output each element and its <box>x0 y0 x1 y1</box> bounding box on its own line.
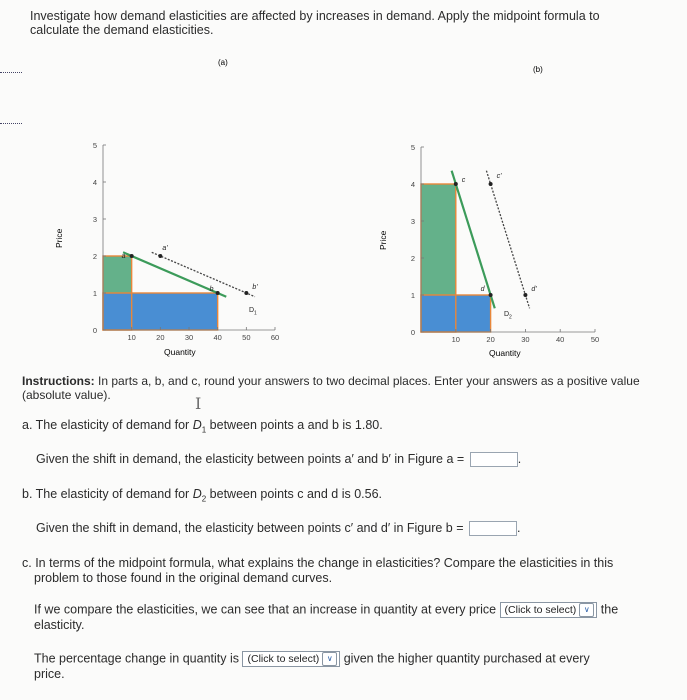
point-a <box>130 254 134 258</box>
y-tick-label: 4 <box>410 180 416 189</box>
compare-select[interactable]: (Click to select) ∨ <box>500 602 598 618</box>
revenue-area-green <box>103 256 132 293</box>
point-label: d <box>480 286 485 293</box>
figure-b <box>375 50 625 365</box>
answer-a-input[interactable] <box>470 452 518 467</box>
question-heading: Investigate how demand elasticities are affected by increases in demand. Apply the midpoint formula to calculate the demand elasticities. <box>30 9 600 37</box>
revenue-area-green <box>421 184 456 295</box>
y-tick-label: 4 <box>92 178 98 187</box>
point-a-prime <box>158 254 162 258</box>
curve-label-subscript: 1 <box>254 310 257 317</box>
x-tick-label: 30 <box>521 335 530 344</box>
compare-statement: If we compare the elasticities, we can see that an increase in quantity at every price (Click to select) ∨ the elasticity. <box>34 602 619 632</box>
x-tick-label: 40 <box>213 333 222 342</box>
x-tick-label: 50 <box>590 335 600 344</box>
point-label: d' <box>531 286 537 293</box>
percentage-select[interactable]: (Click to select) ∨ <box>242 651 340 667</box>
figure-b-xlabel: Quantity <box>489 348 521 358</box>
percentage-statement: The percentage change in quantity is (Click to select) ∨ given the higher quantity purchased at every price. <box>34 651 590 681</box>
x-tick-label: 40 <box>556 335 565 344</box>
chevron-down-icon: ∨ <box>579 603 594 617</box>
point-d-prime <box>523 293 527 297</box>
x-tick-label: 10 <box>451 335 460 344</box>
question-b-prompt: Given the shift in demand, the elasticity between points c′ and d′ in Figure b = . <box>36 521 521 535</box>
y-tick-label: 2 <box>410 254 416 263</box>
curve-label: D <box>249 307 255 314</box>
question-a: a. The elasticity of demand for $D_1$ between points a and b is 1.80. <box>22 418 383 435</box>
demand-curve-shifted <box>152 252 255 296</box>
y-tick-label: 5 <box>410 143 416 152</box>
x-tick-label: 30 <box>184 333 194 342</box>
point-b-prime <box>244 291 248 295</box>
x-tick-label: 20 <box>486 335 495 344</box>
point-c <box>454 182 458 186</box>
y-tick-label: 3 <box>410 217 416 226</box>
y-tick-label: 5 <box>92 141 98 150</box>
chevron-down-icon: ∨ <box>322 652 337 666</box>
question-b: b. The elasticity of demand for $D_2$ between points c and d is 0.56. <box>22 487 382 504</box>
figure-a-label: (a) <box>218 58 228 67</box>
y-tick-label: 1 <box>92 289 98 298</box>
point-d <box>489 293 493 297</box>
point-b <box>216 291 220 295</box>
point-label: c <box>461 177 466 184</box>
x-tick-label: 50 <box>242 333 251 342</box>
figure-a <box>40 50 320 365</box>
figure-a-plot <box>93 141 279 342</box>
x-tick-label: 60 <box>270 333 280 342</box>
figure-a-xlabel: Quantity <box>164 347 196 357</box>
point-label: c' <box>496 173 502 180</box>
y-tick-label: 1 <box>410 291 416 300</box>
demand-curve-original <box>452 171 495 309</box>
x-tick-label: 20 <box>156 333 165 342</box>
point-label: a' <box>162 245 168 252</box>
text-cursor-icon: I <box>195 394 202 413</box>
revenue-area-blue <box>103 293 218 330</box>
figure-b-ylabel: Price <box>378 230 388 250</box>
demand-curve-shifted <box>486 171 529 309</box>
figure-a-ylabel: Price <box>54 228 64 248</box>
y-tick-label: 0 <box>92 326 98 335</box>
y-tick-label: 3 <box>92 215 98 224</box>
x-tick-label: 10 <box>127 333 136 342</box>
curve-label: D <box>504 311 510 318</box>
point-label: a <box>121 253 126 260</box>
answer-b-input[interactable] <box>469 521 517 536</box>
y-tick-label: 2 <box>92 252 98 261</box>
figure-b-plot <box>411 143 599 344</box>
figure-b-label: (b) <box>533 65 543 74</box>
y-tick-label: 0 <box>410 328 416 337</box>
page-edge-marker <box>0 72 22 124</box>
point-c-prime <box>489 182 493 186</box>
question-c: c. In terms of the midpoint formula, what explains the change in elasticities? Compare the elasticities in this problem to those found in the original demand curves. <box>22 556 614 585</box>
curve-label-subscript: 2 <box>509 314 512 321</box>
point-label: b' <box>252 284 258 291</box>
instructions: Instructions: In parts a, b, and c, round your answers to two decimal places. Enter your answers as a positive value (absolute value). <box>22 374 640 402</box>
question-a-prompt: Given the shift in demand, the elasticity between points a′ and b′ in Figure a = . <box>36 452 522 466</box>
point-label: b <box>209 286 214 293</box>
